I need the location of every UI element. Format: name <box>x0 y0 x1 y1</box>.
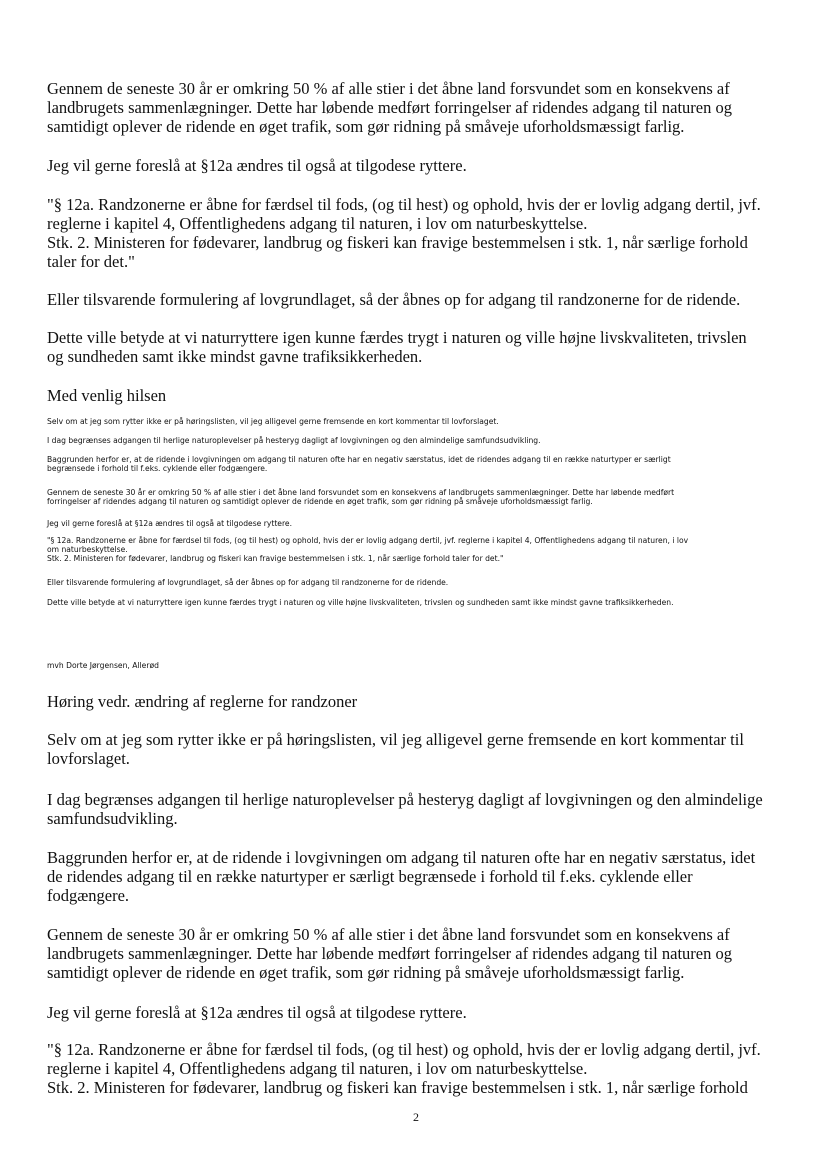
paragraph-alternative: Eller tilsvarende formulering af lovgrundlaget, så der åbnes op for adgang til randzonerne for de ridende. <box>47 290 741 309</box>
paragraph-restriction: I dag begrænses adgangen til herlige naturoplevelser på hesteryg dagligt af lovgivningen og den almindelige samfundsudvikling. <box>47 790 763 828</box>
small-paragraph-5: Jeg vil gerne foreslå at §12a ændres til også at tilgodese ryttere. <box>47 519 293 528</box>
small-paragraph-8: Dette ville betyde at vi naturryttere igen kunne færdes trygt i naturen og ville højne livskvaliteten, trivslen og sundheden samt ikke mindst gavne trafiksikkerheden. <box>47 598 674 607</box>
small-paragraph-2: I dag begrænses adgangen til herlige naturoplevelser på hesteryg dagligt af lovgivningen og den almindelige samfundsudvikling. <box>47 436 541 445</box>
paragraph-proposal-2: Jeg vil gerne foreslå at §12a ændres til også at tilgodese ryttere. <box>47 1003 467 1022</box>
small-paragraph-1: Selv om at jeg som rytter ikke er på høringslisten, vil jeg alligevel gerne fremsende en kort kommentar til lovforslaget. <box>47 417 499 426</box>
signature-line: mvh Dorte Jørgensen, Allerød <box>47 661 159 670</box>
paragraph-background: Baggrunden herfor er, at de ridende i lovgivningen om adgang til naturen ofte har en negativ særstatus, idet de ridendes adgang til en række naturtyper er særligt begrænsede i forhold til f.eks. cyklende eller fodgængere. <box>47 848 756 905</box>
small-paragraph-3: Baggrunden herfor er, at de ridende i lovgivningen om adgang til naturen ofte har en negativ særstatus, idet de ridendes adgang til en række naturtyper er særligt begrænsede i forhold til f.eks. cyklende eller fodgængere. <box>47 455 671 473</box>
paragraph-law-text-2: "§ 12a. Randzonerne er åbne for færdsel til fods, (og til hest) og ophold, hvis der er lovlig adgang dertil, jvf. reglerne i kapitel 4, Offentlighedens adgang til naturen, i lov om naturbeskyttelse. Stk. 2. Ministeren for fødevarer, landbrug og fiskeri kan fravige bestemmelsen i stk. 1, når særlige forhold <box>47 1040 761 1097</box>
paragraph-trail-loss: Gennem de seneste 30 år er omkring 50 % af alle stier i det åbne land forsvundet som en konsekvens af landbrugets sammenlægninger. Dette har løbende medført forringelser af ridendes adgang til naturen og samtidigt oplever de ridende en øget trafik, som gør ridning på småveje uforholdsmæssigt farlig. <box>47 79 732 136</box>
paragraph-trail-loss-2: Gennem de seneste 30 år er omkring 50 % af alle stier i det åbne land forsvundet som en konsekvens af landbrugets sammenlægninger. Dette har løbende medført forringelser af ridendes adgang til naturen og samtidigt oplever de ridende en øget trafik, som gør ridning på småveje uforholdsmæssigt farlig. <box>47 925 732 982</box>
paragraph-benefit: Dette ville betyde at vi naturryttere igen kunne færdes trygt i naturen og ville højne livskvaliteten, trivslen og sundheden samt ikke mindst gavne trafiksikkerheden. <box>47 328 747 366</box>
paragraph-proposal: Jeg vil gerne foreslå at §12a ændres til også at tilgodese ryttere. <box>47 156 467 175</box>
closing-greeting: Med venlig hilsen <box>47 386 167 405</box>
paragraph-law-text: "§ 12a. Randzonerne er åbne for færdsel til fods, (og til hest) og ophold, hvis der er lovlig adgang dertil, jvf. reglerne i kapitel 4, Offentlighedens adgang til naturen, i lov om naturbeskyttelse. Stk. 2. Ministeren for fødevarer, landbrug og fiskeri kan fravige bestemmelsen i stk. 1, når særlige forhold taler for det." <box>47 195 761 271</box>
small-paragraph-7: Eller tilsvarende formulering af lovgrundlaget, så der åbnes op for adgang til randzonerne for de ridende. <box>47 578 449 587</box>
small-paragraph-6: "§ 12a. Randzonerne er åbne for færdsel til fods, (og til hest) og ophold, hvis der er lovlig adgang dertil, jvf. reglerne i kapitel 4, Offentlighedens adgang til naturen, i lov om naturbeskyttelse. Stk. 2. Ministeren for fødevarer, landbrug og fiskeri kan fravige bestemmelsen i stk. 1, når særlige forhold taler for det." <box>47 536 689 563</box>
section-heading: Høring vedr. ændring af reglerne for randzoner <box>47 692 358 711</box>
paragraph-intro: Selv om at jeg som rytter ikke er på høringslisten, vil jeg alligevel gerne fremsende en kort kommentar til lovforslaget. <box>47 730 744 768</box>
small-paragraph-4: Gennem de seneste 30 år er omkring 50 % af alle stier i det åbne land forsvundet som en konsekvens af landbrugets sammenlægninger. Dette har løbende medført forringelser af ridendes adgang til naturen og samtidigt oplever de ridende en øget trafik, som gør ridning på småveje uforholdsmæssigt farlig. <box>47 488 675 506</box>
page-number: 2 <box>413 1110 419 1124</box>
